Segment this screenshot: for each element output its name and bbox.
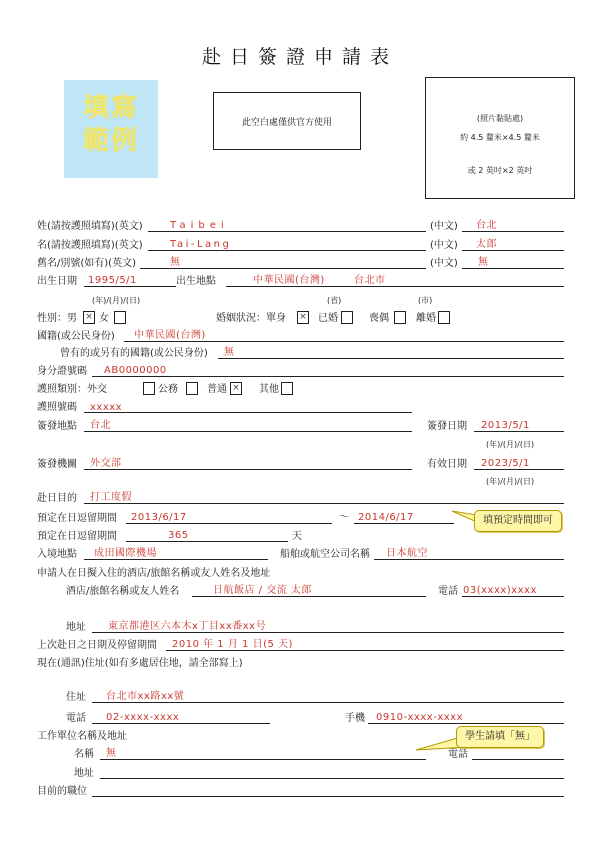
nationality-value[interactable]: 中華民國(台灣) (134, 330, 206, 341)
other-type-label: 其他 (259, 384, 279, 395)
married-label: 已婚 (318, 313, 338, 324)
official-type-label: 公務 (158, 384, 178, 395)
stay-days-unit: 天 (292, 531, 302, 542)
issue-date-value[interactable]: 2013/5/1 (481, 420, 530, 431)
marital-single-checkbox[interactable]: × (297, 311, 309, 324)
form-title: 赴日簽證申請表 (201, 46, 398, 68)
issuer-line (84, 469, 412, 470)
employer-address-label: 地址 (74, 768, 94, 779)
stay-period-label: 預定在日逗留期間 (37, 513, 117, 524)
former-zh-value[interactable]: 無 (478, 257, 489, 268)
carrier-label: 船舶或航空公司名稱 (280, 549, 370, 560)
stay-hint-callout (474, 510, 562, 532)
given-zh-value[interactable]: 太郎 (476, 239, 497, 250)
hotel-name-label: 酒店/旅館名稱或友人姓名 (66, 586, 180, 597)
employer-name-value[interactable]: 無 (106, 748, 117, 759)
sample-stamp-line1: 填寫 (82, 93, 139, 123)
stay-from-value[interactable]: 2013/6/17 (131, 512, 187, 523)
birth-city-value[interactable]: 台北市 (354, 275, 386, 286)
photo-box-line3: 或 2 英吋×2 英吋 (467, 166, 533, 175)
expiry-ymd-hint: (年)/(月)/(日) (486, 477, 535, 486)
stay-tilde: ～ (339, 512, 349, 523)
last-visit-label: 上次赴日之日期及停留期間 (37, 640, 157, 651)
given-label: 名(請按護照填寫)(英文) (37, 240, 143, 251)
diplomatic-checkbox[interactable] (143, 382, 155, 395)
birth-date-value[interactable]: 1995/5/1 (88, 275, 137, 286)
id-label: 身分證號碼 (37, 366, 87, 377)
sex-male-checkbox[interactable]: × (83, 311, 95, 324)
student-hint-callout (456, 726, 544, 748)
official-use-text: 此空白處僅供官方使用 (241, 117, 332, 128)
birth-date-label: 出生日期 (37, 276, 77, 287)
issue-date-ymd-hint: (年)/(月)/(日) (486, 440, 535, 449)
sex-female-label: 女 (99, 313, 109, 324)
birthplace-label: 出生地點 (176, 276, 216, 287)
photo-box-line1: (照片黏貼處) (476, 114, 524, 123)
home-tel-value[interactable]: 02-xxxx-xxxx (106, 712, 180, 723)
surname-label: 姓(請按護照填寫)(英文) (37, 221, 143, 232)
employer-address-line (100, 778, 564, 779)
port-label: 入境地點 (37, 549, 77, 560)
id-value[interactable]: AB0000000 (104, 365, 167, 376)
former-en-value[interactable]: 無 (170, 257, 181, 268)
passport-no-value[interactable]: xxxxx (90, 402, 123, 413)
birth-country-value[interactable]: 中華民國(台灣) (253, 275, 325, 286)
home-tel-label: 電話 (66, 713, 86, 724)
purpose-line (84, 503, 564, 504)
stay-days-value[interactable]: 365 (168, 530, 189, 541)
given-zh-label: (中文) (430, 240, 458, 251)
hotel-name-value[interactable]: 日航飯店 / 交流 太郎 (213, 585, 312, 596)
married-checkbox[interactable] (341, 311, 353, 324)
surname-en-value[interactable]: Taibei (170, 220, 229, 231)
home-address-value[interactable]: 台北市xx路xx號 (106, 691, 185, 702)
former-en-line (140, 268, 426, 269)
current-address-section-label: 現在(通訊)住址(如有多處居住地，請全部寫上) (37, 658, 243, 669)
former-nationality-value[interactable]: 無 (224, 347, 235, 358)
stay-to-value[interactable]: 2014/6/17 (358, 512, 414, 523)
hotel-section-label: 申請人在日擬入住的酒店/旅館名稱或友人姓名及地址 (37, 568, 271, 579)
given-en-value[interactable]: Tai-Lang (170, 239, 232, 250)
home-address-label: 住址 (66, 692, 86, 703)
hotel-tel-value[interactable]: 03(xxxx)xxxx (463, 585, 537, 596)
other-type-checkbox[interactable] (281, 382, 293, 395)
former-name-label: 舊名/別號(如有)(英文) (37, 258, 136, 269)
stay-days-line (126, 541, 288, 542)
expiry-value[interactable]: 2023/5/1 (481, 458, 530, 469)
purpose-value[interactable]: 打工度假 (90, 492, 132, 503)
stay-days-label: 預定在日逗留期間 (37, 531, 117, 542)
surname-zh-value[interactable]: 台北 (476, 220, 497, 231)
employer-tel-label: 電話 (448, 749, 468, 760)
employer-name-label: 名稱 (74, 749, 94, 760)
divorced-checkbox[interactable] (438, 311, 450, 324)
purpose-label: 赴日目的 (37, 493, 77, 504)
expiry-label: 有效日期 (427, 459, 467, 470)
last-visit-value[interactable]: 2010 年 1 月 1 日(5 天) (172, 639, 293, 650)
ordinary-type-checkbox[interactable]: × (230, 382, 242, 395)
marital-label: 婚姻狀況：單身 (216, 313, 286, 324)
issue-place-value[interactable]: 台北 (90, 420, 111, 431)
sex-label: 性別：男 (37, 313, 77, 324)
widowed-checkbox[interactable] (394, 311, 406, 324)
nationality-label: 國籍(或公民身份) (37, 331, 115, 342)
passport-type-label: 護照類別：外交 (37, 384, 107, 395)
photo-box-line2: 約 4.5 釐米×4.5 釐米 (460, 133, 540, 142)
employer-section-label: 工作單位名稱及地址 (37, 731, 127, 742)
ordinary-type-label: 普通 (207, 384, 227, 395)
province-hint: (省) (327, 296, 342, 305)
widowed-label: 喪偶 (369, 313, 389, 324)
birth-ymd-hint: (年)/(月)/(日) (92, 296, 141, 305)
student-hint-text: 學生請填「無」 (465, 731, 535, 742)
port-value[interactable]: 成田國際機場 (94, 548, 157, 559)
former-nationality-label: 曾有的或另有的國籍(或公民身份) (60, 348, 208, 359)
passport-no-line (84, 412, 412, 413)
former-nationality-line (218, 358, 564, 359)
hotel-address-value[interactable]: 東京都港区六本木x丁目xx番xx号 (108, 621, 267, 632)
position-line (92, 796, 564, 797)
employer-tel-line (472, 759, 564, 760)
mobile-value[interactable]: 0910-xxxx-xxxx (376, 712, 464, 723)
issue-place-label: 簽發地點 (37, 421, 77, 432)
passport-no-label: 護照號碼 (37, 402, 77, 413)
divorced-label: 離婚 (416, 313, 436, 324)
sample-stamp-line2: 範例 (82, 126, 139, 156)
city-hint: (市) (418, 296, 433, 305)
former-zh-label: (中文) (430, 258, 458, 269)
issuer-value[interactable]: 外交部 (90, 458, 122, 469)
hotel-address-label: 地址 (66, 622, 86, 633)
carrier-value[interactable]: 日本航空 (386, 548, 428, 559)
official-type-checkbox[interactable] (186, 382, 198, 395)
issue-place-line (84, 431, 412, 432)
sex-female-checkbox[interactable] (114, 311, 126, 324)
stay-hint-text: 填預定時間即可 (483, 515, 553, 526)
sample-stamp (64, 80, 158, 178)
surname-zh-label: (中文) (430, 221, 458, 232)
hotel-tel-label: 電話 (438, 586, 458, 597)
issue-date-label: 簽發日期 (427, 421, 467, 432)
official-use-box (213, 92, 361, 150)
photo-box[interactable] (425, 77, 575, 199)
issuer-label: 簽發機關 (37, 459, 77, 470)
employer-name-line (100, 759, 426, 760)
position-label: 目前的職位 (37, 786, 87, 797)
mobile-label: 手機 (345, 713, 365, 724)
